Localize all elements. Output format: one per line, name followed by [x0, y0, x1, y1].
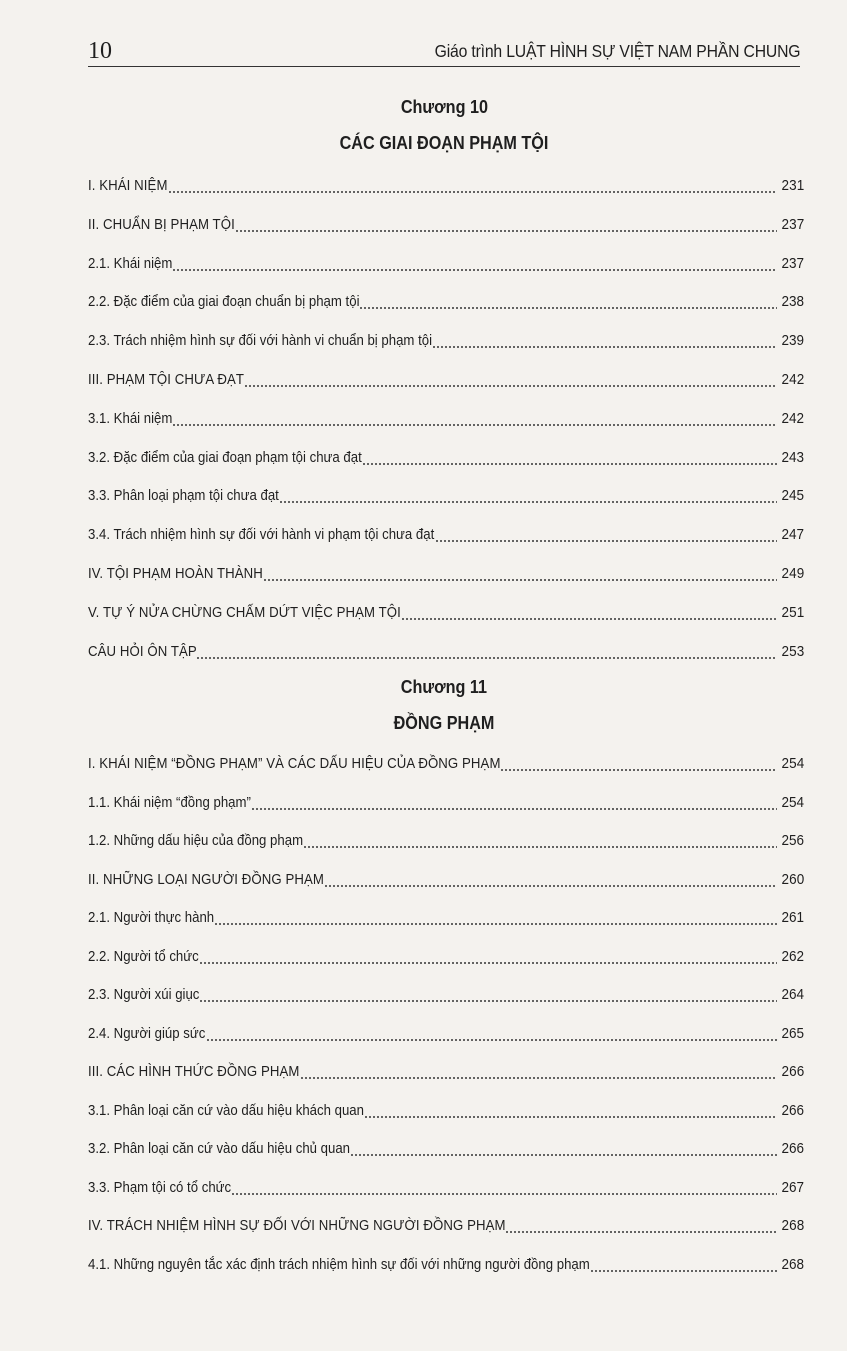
- dot-leader: [435, 525, 777, 545]
- toc-entry-label: 3.2. Phân loại căn cứ vào dấu hiệu chủ quan: [88, 1140, 351, 1157]
- toc-entry-page: 245: [781, 487, 804, 505]
- toc-entry-label: 2.1. Khái niệm: [88, 254, 173, 272]
- dot-leader: [214, 908, 777, 928]
- dot-leader: [172, 254, 777, 274]
- dot-leader: [505, 1216, 777, 1236]
- dot-leader: [401, 603, 777, 623]
- toc-entry-page: 247: [781, 526, 804, 544]
- dot-leader: [300, 1062, 777, 1082]
- dot-leader: [199, 947, 777, 967]
- dot-leader: [199, 985, 777, 1005]
- toc-entry: [88, 599, 804, 623]
- toc-entry: [88, 366, 804, 390]
- chapter-number: Chương 11: [400, 677, 488, 697]
- dot-leader: [231, 1178, 777, 1198]
- toc-entry: [88, 904, 804, 928]
- toc-entry: [88, 750, 804, 774]
- toc-entry-label: CÂU HỎI ÔN TẬP: [88, 642, 197, 660]
- toc-entry-label: 2.3. Người xúi giục: [88, 986, 200, 1003]
- chapter-10-heading: [88, 96, 800, 154]
- toc-entry: [88, 943, 804, 967]
- toc-entry-page: 264: [781, 986, 804, 1003]
- toc-entry: [88, 1058, 804, 1082]
- toc-entry-label: 2.2. Đặc điểm của giai đoạn chuẩn bị phạm tội: [88, 293, 360, 311]
- dot-leader: [206, 1024, 777, 1044]
- dot-leader: [279, 486, 777, 506]
- toc-entry-label: 3.2. Đặc điểm của giai đoạn phạm tội chưa đạt: [88, 448, 362, 466]
- toc-entry-page: 268: [781, 1217, 804, 1234]
- toc-entry: [88, 444, 804, 468]
- dot-leader: [244, 370, 776, 390]
- toc-entry-page: 256: [781, 832, 804, 849]
- toc-entry-label: 1.2. Những dấu hiệu của đồng phạm: [88, 832, 304, 849]
- toc-entry-label: 2.4. Người giúp sức: [88, 1024, 206, 1042]
- toc-entry-page: 267: [781, 1178, 804, 1196]
- toc-entry-label: V. TỰ Ý NỬA CHỪNG CHẤM DỨT VIỆC PHẠM TỘI: [88, 603, 401, 621]
- toc-entry-label: IV. TỘI PHẠM HOÀN THÀNH: [88, 565, 263, 582]
- dot-leader: [324, 870, 776, 890]
- toc-entry: [88, 1251, 804, 1275]
- toc-entry: [88, 638, 804, 662]
- toc-entry: [88, 327, 804, 351]
- dot-leader: [172, 409, 777, 429]
- toc-entry: [88, 521, 804, 545]
- toc-entry: [88, 1212, 804, 1236]
- dot-leader: [235, 215, 777, 235]
- toc-entry-label: 3.3. Phạm tội có tổ chức: [88, 1178, 232, 1196]
- toc-entry-page: 254: [781, 793, 804, 811]
- toc-entry: [88, 1174, 804, 1198]
- toc-entry: [88, 1097, 804, 1121]
- toc-entry-page: 266: [781, 1101, 804, 1119]
- toc-entry-page: 249: [781, 565, 804, 582]
- chapter-title: ĐỒNG PHẠM: [393, 713, 495, 733]
- toc-entry-page: 268: [781, 1255, 804, 1273]
- toc-entry: [88, 482, 804, 506]
- toc-entry-label: 1.1. Khái niệm “đồng phạm”: [88, 793, 251, 811]
- toc-entry: [88, 1135, 804, 1159]
- toc-entry-page: 266: [781, 1140, 804, 1157]
- toc-entry-label: II. CHUẨN BỊ PHẠM TỘI: [88, 215, 235, 233]
- toc-entry-page: 266: [781, 1063, 804, 1080]
- dot-leader: [500, 754, 776, 774]
- toc-entry-page: 242: [781, 371, 804, 388]
- toc-entry-page: 254: [781, 755, 804, 772]
- toc-entry-label: 3.1. Phân loại căn cứ vào dấu hiệu khách quan: [88, 1101, 364, 1119]
- toc-entry-page: 262: [781, 947, 804, 965]
- toc-entry-page: 251: [781, 603, 804, 621]
- toc-entry-page: 231: [781, 177, 804, 194]
- toc-entry-label: 4.1. Những nguyên tắc xác định trách nhiệm hình sự đối với những người đồng phạm: [88, 1255, 590, 1273]
- toc-entry-page: 239: [781, 332, 804, 350]
- toc-entry-page: 253: [781, 642, 804, 660]
- toc-entry: [88, 405, 804, 429]
- toc-entry-label: III. PHẠM TỘI CHƯA ĐẠT: [88, 371, 244, 388]
- toc-entry-label: 3.1. Khái niệm: [88, 409, 173, 427]
- toc-entry-label: I. KHÁI NIỆM “ĐỒNG PHẠM” VÀ CÁC DẤU HIỆU CỦA ĐỒNG PHẠM: [88, 755, 501, 772]
- dot-leader: [251, 793, 777, 813]
- dot-leader: [362, 448, 777, 468]
- toc-entry-page: 237: [781, 254, 804, 272]
- chapter-11-heading: [88, 676, 800, 734]
- toc-entry: [88, 789, 804, 813]
- toc-entry-page: 260: [781, 870, 804, 888]
- dot-leader: [590, 1255, 777, 1275]
- toc-entry-label: I. KHÁI NIỆM: [88, 177, 168, 194]
- dot-leader: [359, 292, 777, 312]
- page-number: 10: [88, 38, 112, 64]
- dot-leader: [196, 642, 776, 662]
- toc-entry-page: 243: [781, 448, 804, 466]
- toc-entry-label: 2.3. Trách nhiệm hình sự đối với hành vi chuẩn bị phạm tội: [88, 332, 433, 350]
- page-header: [88, 36, 800, 67]
- dot-leader: [364, 1101, 777, 1121]
- chapter-title: CÁC GIAI ĐOẠN PHẠM TỘI: [339, 133, 549, 153]
- dot-leader: [263, 564, 777, 584]
- chapter-number: Chương 10: [400, 97, 488, 117]
- toc-entry-label: 2.2. Người tổ chức: [88, 947, 199, 965]
- dot-leader: [303, 831, 777, 851]
- toc-entry-label: IV. TRÁCH NHIỆM HÌNH SỰ ĐỐI VỚI NHỮNG NGƯỜI ĐỒNG PHẠM: [88, 1217, 506, 1234]
- toc-entry: [88, 1020, 804, 1044]
- toc-entry: [88, 172, 804, 196]
- toc-entry-label: III. CÁC HÌNH THỨC ĐỒNG PHẠM: [88, 1063, 300, 1080]
- toc-entry-page: 237: [781, 215, 804, 233]
- toc-entry-page: 265: [781, 1024, 804, 1042]
- toc-entry: [88, 560, 804, 584]
- toc-entry: [88, 981, 804, 1005]
- toc-entry: [88, 250, 804, 274]
- dot-leader: [350, 1139, 777, 1159]
- toc-entry-page: 238: [781, 293, 804, 311]
- toc-entry-page: 242: [781, 409, 804, 427]
- toc-entry: [88, 827, 804, 851]
- toc-entry-label: 3.4. Trách nhiệm hình sự đối với hành vi phạm tội chưa đạt: [88, 526, 435, 544]
- toc-entry-label: 3.3. Phân loại phạm tội chưa đạt: [88, 487, 279, 505]
- toc-entry-label: II. NHỮNG LOẠI NGƯỜI ĐỒNG PHẠM: [88, 870, 325, 888]
- toc-entry-label: 2.1. Người thực hành: [88, 909, 215, 926]
- toc-entry: [88, 288, 804, 312]
- toc-entry: [88, 866, 804, 890]
- toc-entry-page: 261: [781, 909, 804, 926]
- running-title: Giáo trình LUẬT HÌNH SỰ VIỆT NAM PHẦN CHUNG: [434, 41, 800, 61]
- dot-leader: [168, 176, 777, 196]
- toc-entry: [88, 211, 804, 235]
- dot-leader: [432, 331, 777, 351]
